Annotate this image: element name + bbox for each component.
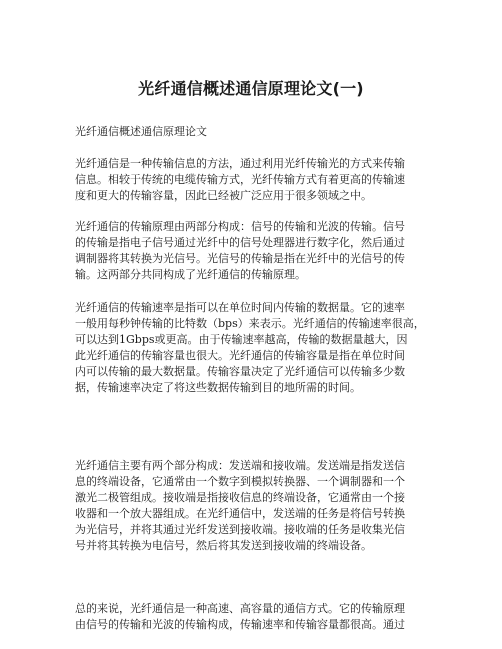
paragraph-rate-capacity xyxy=(75,300,435,396)
paragraph-principle xyxy=(75,219,435,283)
paragraph-line: 一般用每秒钟传输的比特数（bps）来表示。光纤通信的传输速率很高， xyxy=(75,317,425,330)
paragraph-line: 光纤通信的传输原理由两部分构成：信号的传输和光波的传输。信号 xyxy=(75,220,405,233)
paragraph-line: 调制器将其转换为光信号。光信号的传输是指在光纤中的光信号的传 xyxy=(75,252,405,265)
paragraph-intro xyxy=(75,156,435,204)
paragraph-summary xyxy=(75,601,435,633)
paragraph-line: 息的终端设备，它通常由一个数字到模拟转换器、一个调制器和一个 xyxy=(75,475,405,488)
document-subtitle: 光纤通信概述通信原理论文 xyxy=(75,125,207,138)
paragraph-line: 的传输是指电子信号通过光纤中的信号处理器进行数字化，然后通过 xyxy=(75,236,405,249)
paragraph-line: 可以达到1Gbps或更高。由于传输速率越高，传输的数据量越大，因 xyxy=(75,333,408,346)
paragraph-line: 激光二极管组成。接收端是指接收信息的终端设备，它通常由一个接 xyxy=(75,491,405,504)
paragraph-line: 光纤通信是一种传输信息的方法，通过利用光纤传输光的方式来传输 xyxy=(75,157,405,170)
paragraph-line: 光纤通信的传输速率是指可以在单位时间内传输的数据量。它的速率 xyxy=(75,301,405,314)
paragraph-line: 号并将其转换为电信号，然后将其发送到接收端的终端设备。 xyxy=(75,539,372,552)
paragraph-line: 信息。相较于传统的电缆传输方式，光纤传输方式有着更高的传输速 xyxy=(75,173,405,186)
paragraph-line: 收器和一个放大器组成。在光纤通信中，发送端的任务是将信号转换 xyxy=(75,507,405,520)
paragraph-line: 光纤通信主要有两个部分构成：发送端和接收端。发送端是指发送信 xyxy=(75,459,405,472)
paragraph-line: 输。这两部分共同构成了光纤通信的传输原理。 xyxy=(75,268,306,281)
paragraph-line: 由信号的传输和光波的传输构成，传输速率和传输容量都很高。通过 xyxy=(75,618,405,631)
paragraph-line: 为光信号，并将其通过光纤发送到接收端。接收端的任务是收集光信 xyxy=(75,523,405,536)
page-title: 光纤通信概述通信原理论文(一) xyxy=(138,79,364,98)
paragraph-line: 总的来说，光纤通信是一种高速、高容量的通信方式。它的传输原理 xyxy=(75,602,405,615)
paragraph-line: 度和更大的传输容量，因此已经被广泛应用于很多领域之中。 xyxy=(75,189,372,202)
paragraph-components xyxy=(75,458,435,554)
paragraph-line: 内可以传输的最大数据量。传输容量决定了光纤通信可以传输多少数 xyxy=(75,365,405,378)
paragraph-line: 此光纤通信的传输容量也很大。光纤通信的传输容量是指在单位时间 xyxy=(75,349,405,362)
paragraph-line: 据，传输速率决定了将这些数据传输到目的地所需的时间。 xyxy=(75,381,361,394)
